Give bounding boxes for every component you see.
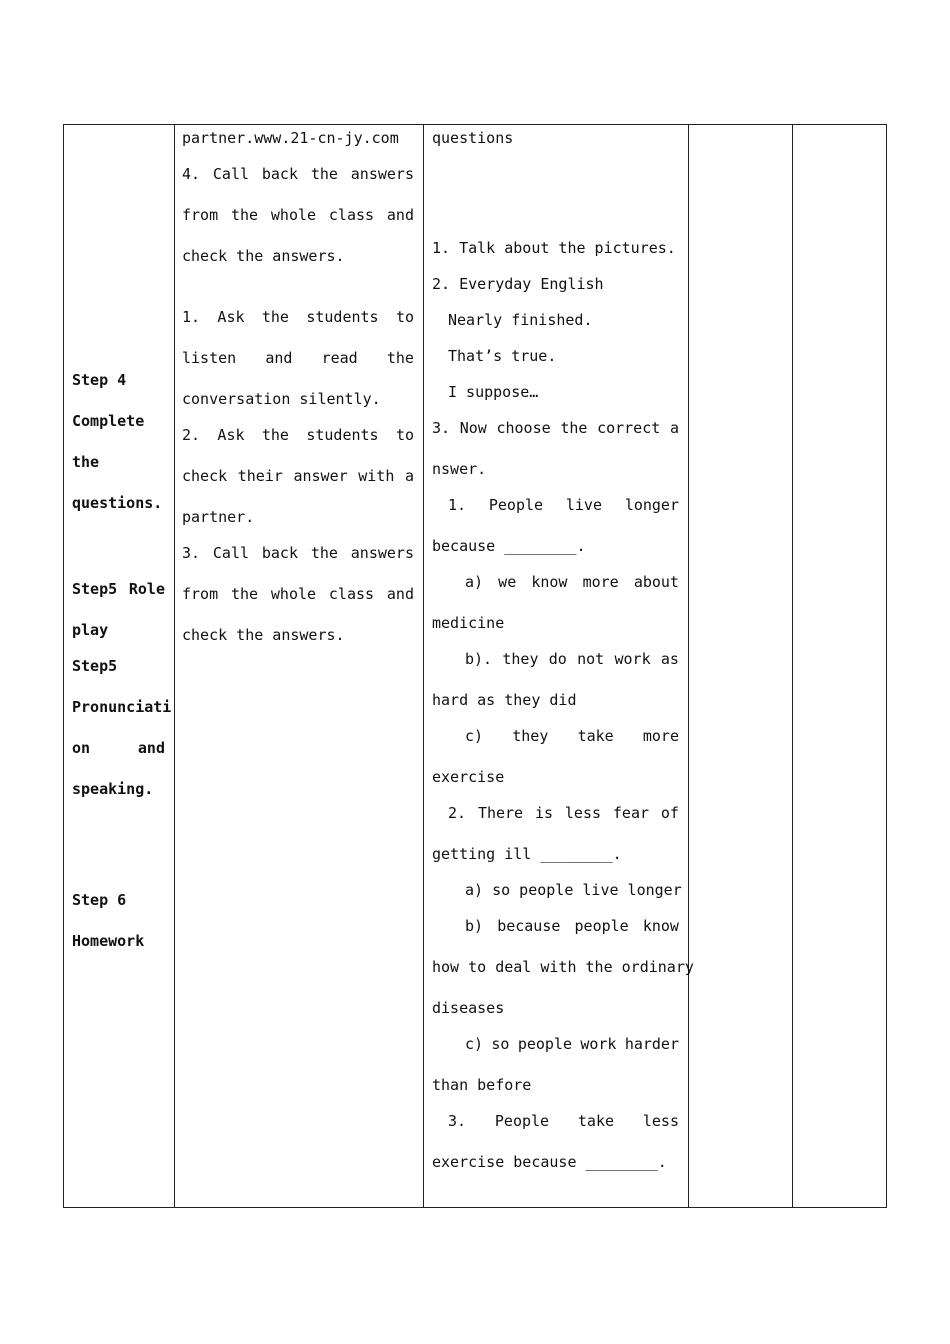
activity-line: a) so people live longer <box>465 881 682 899</box>
step5-pron-title-line: Pronunciati <box>72 698 172 716</box>
step4-title-line: Complete <box>72 412 145 430</box>
activity-line: medicine <box>432 614 505 632</box>
activity-line: questions <box>432 129 514 147</box>
activity-line: 2. Ask the students to <box>182 426 414 444</box>
activity-line: check their answer with a <box>182 467 414 485</box>
activity-line: 3. People take less <box>448 1112 679 1130</box>
step6-title-line: Homework <box>72 932 145 950</box>
activity-line: That’s true. <box>448 347 557 365</box>
activity-line: 3. Call back the answers <box>182 544 414 562</box>
step6-label: Step 6 <box>72 891 127 909</box>
activity-line: 1. Talk about the pictures. <box>432 239 676 257</box>
column-divider <box>792 125 793 1207</box>
step5-pron-title-line: speaking. <box>72 780 154 798</box>
activity-line: getting ill ________. <box>432 845 622 863</box>
activity-line: diseases <box>432 999 505 1017</box>
step5-role-title-line: play <box>72 621 109 639</box>
activity-line: nswer. <box>432 460 487 478</box>
activity-line: I suppose… <box>448 383 539 401</box>
column-divider <box>174 125 175 1207</box>
activity-line: partner. <box>182 508 255 526</box>
activity-line: exercise because ________. <box>432 1153 667 1171</box>
activity-line: 2. There is less fear of <box>448 804 679 822</box>
activity-line: 1. People live longer <box>448 496 679 514</box>
step5-role-label: Step5 Role <box>72 580 165 598</box>
activity-line: exercise <box>432 768 505 786</box>
step5-pron-title-line: on and <box>72 739 165 757</box>
activity-line: c) they take more <box>465 727 679 745</box>
activity-line: from the whole class and <box>182 206 414 224</box>
activity-line: hard as they did <box>432 691 577 709</box>
activity-line: check the answers. <box>182 247 345 265</box>
activity-line: b). they do not work as <box>465 650 679 668</box>
step4-title-line: the <box>72 453 100 471</box>
column-divider <box>688 125 689 1207</box>
step4-label: Step 4 <box>72 371 127 389</box>
activity-line: 2. Everyday English <box>432 275 604 293</box>
activity-line: Nearly finished. <box>448 311 593 329</box>
activity-line: partner.www.21-cn-jy.com <box>182 129 399 147</box>
activity-line: check the answers. <box>182 626 345 644</box>
activity-line: than before <box>432 1076 532 1094</box>
activity-line: b) because people know <box>465 917 679 935</box>
activity-line: listen and read the <box>182 349 414 367</box>
column-divider <box>423 125 424 1207</box>
activity-line: 1. Ask the students to <box>182 308 414 326</box>
activity-line: because ________. <box>432 537 586 555</box>
activity-line: 3. Now choose the correct a <box>432 419 679 437</box>
activity-line: 4. Call back the answers <box>182 165 414 183</box>
activity-line: from the whole class and <box>182 585 414 603</box>
step4-title-line: questions. <box>72 494 163 512</box>
step5-pron-label: Step5 <box>72 657 118 675</box>
activity-line: a) we know more about <box>465 573 679 591</box>
activity-line: conversation silently. <box>182 390 381 408</box>
activity-line: c) so people work harder <box>465 1035 679 1053</box>
activity-line: how to deal with the ordinary <box>432 958 694 976</box>
